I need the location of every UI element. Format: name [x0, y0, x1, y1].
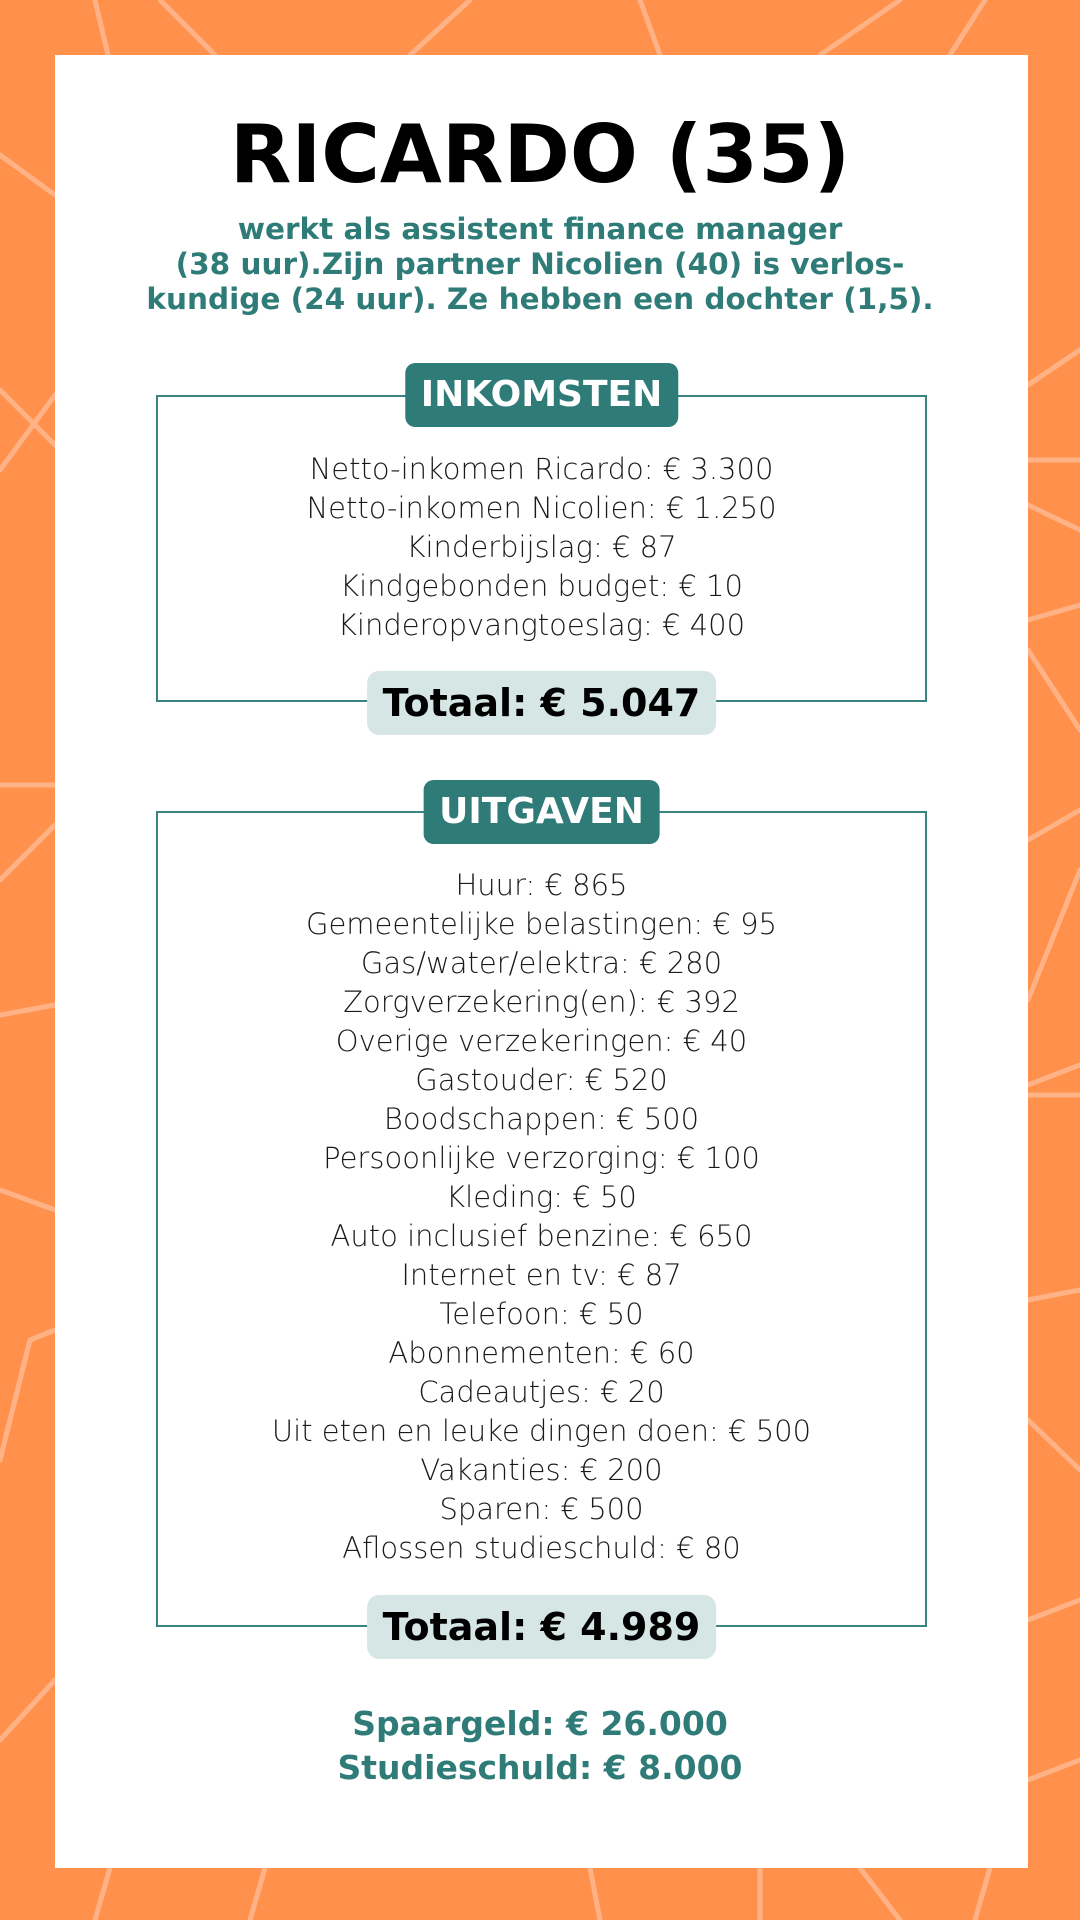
list-item: Gas/water/elektra: € 280	[360, 946, 723, 980]
list-item: Vakanties: € 200	[420, 1453, 663, 1487]
list-item: Netto-inkomen Ricardo: € 3.300	[309, 452, 774, 486]
uitgaven-list	[158, 866, 925, 1568]
list-item: Persoonlijke verzorging: € 100	[323, 1141, 760, 1175]
list-item: Cadeautjes: € 20	[418, 1375, 665, 1409]
uitgaven-total: Totaal: € 4.989	[367, 1595, 717, 1659]
uitgaven-heading: UITGAVEN	[423, 780, 660, 844]
inkomsten-list	[158, 450, 925, 645]
uitgaven-box	[156, 791, 927, 1649]
list-item: Telefoon: € 50	[439, 1297, 644, 1331]
list-item: Abonnementen: € 60	[388, 1336, 695, 1370]
list-item: Gemeentelijke belastingen: € 95	[305, 907, 777, 941]
subtitle-line: werkt als assistent finance manager	[237, 212, 843, 246]
list-item: Huur: € 865	[455, 868, 628, 902]
list-item: Boodschappen: € 500	[383, 1102, 700, 1136]
subtitle	[105, 212, 975, 317]
list-item: Kinderbijslag: € 87	[406, 530, 677, 564]
list-item: Overige verzekeringen: € 40	[335, 1024, 748, 1058]
inkomsten-heading: INKOMSTEN	[405, 363, 678, 427]
page-title: RICARDO (35)	[229, 108, 851, 201]
list-item: Uit eten en leuke dingen doen: € 500	[271, 1414, 812, 1448]
list-item: Netto-inkomen Nicolien: € 1.250	[306, 491, 777, 525]
list-item: Gastouder: € 520	[415, 1063, 668, 1097]
list-item: Sparen: € 500	[439, 1492, 644, 1526]
list-item: Kleding: € 50	[446, 1180, 637, 1214]
list-item: Kinderopvangtoeslag: € 400	[337, 608, 746, 642]
subtitle-line: kundige (24 uur). Ze hebben een dochter (1,5).	[146, 282, 934, 316]
studieschuld-text: Studieschuld: € 8.000	[337, 1748, 743, 1787]
list-item: Auto inclusief benzine: € 650	[330, 1219, 753, 1253]
list-item: Zorgverzekering(en): € 392	[343, 985, 740, 1019]
list-item: Kindgebonden budget: € 10	[340, 569, 743, 603]
inkomsten-total: Totaal: € 5.047	[367, 671, 717, 735]
list-item: Aflossen studieschuld: € 80	[342, 1531, 741, 1565]
inkomsten-box	[156, 374, 927, 725]
subtitle-line: (38 uur).Zijn partner Nicolien (40) is verlos-	[175, 247, 905, 281]
spaargeld-text: Spaargeld: € 26.000	[352, 1704, 728, 1743]
footer-summary	[0, 1702, 1080, 1790]
list-item: Internet en tv: € 87	[401, 1258, 682, 1292]
